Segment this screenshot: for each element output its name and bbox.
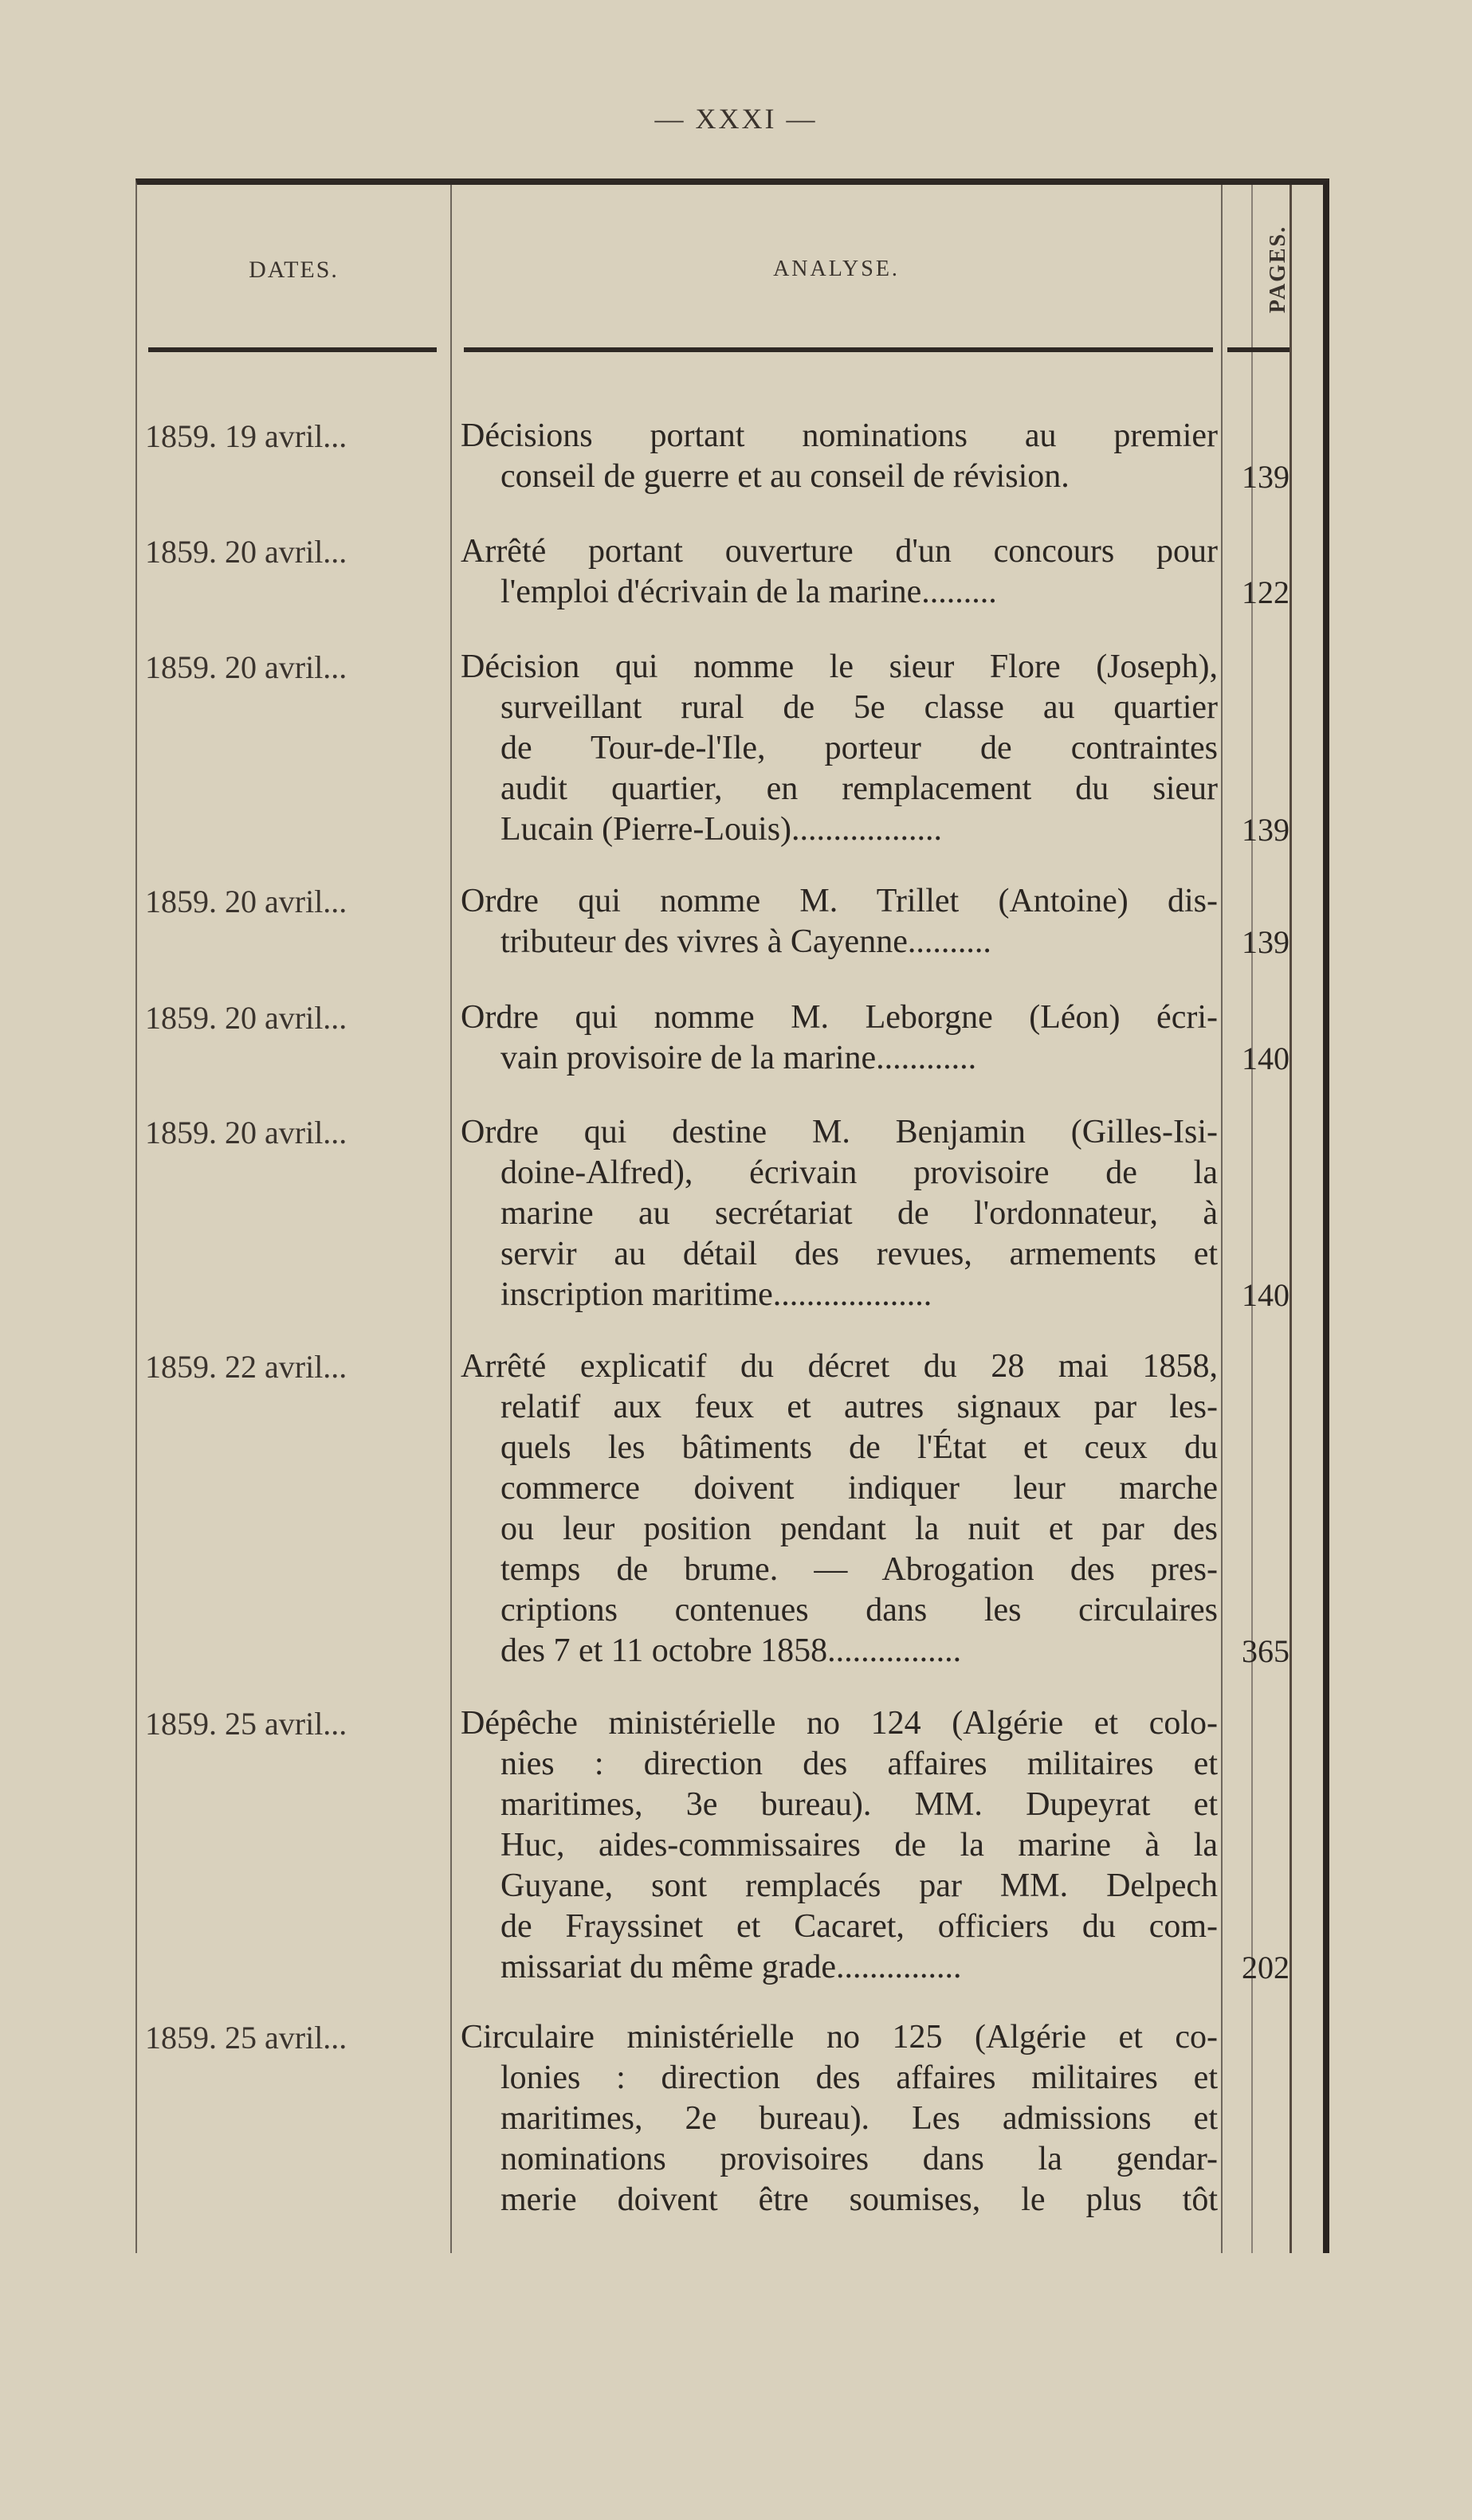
analysis-line: nies : direction des affaires militaires et — [500, 1746, 1218, 1782]
column-divider-pages — [1289, 185, 1292, 2253]
entry-date: 1859. 19 avril... — [145, 418, 347, 454]
index-table — [135, 178, 1329, 2253]
column-header-pages-label: PAGES. — [1266, 225, 1290, 314]
entry-page: 139 — [1242, 812, 1289, 848]
entry-analysis — [461, 997, 1218, 1079]
analysis-line: lonies : direction des affaires militaires et — [500, 2060, 1218, 2096]
analysis-line: Guyane, sont remplacés par MM. Delpech — [500, 1867, 1218, 1904]
entry-page: 139 — [1242, 924, 1289, 960]
analysis-line: Arrêté explicatif du décret du 28 mai 1858, — [461, 1348, 1218, 1385]
page-header: — XXXI — — [654, 103, 818, 135]
analysis-line: Circulaire ministérielle no 125 (Algérie et co- — [461, 2019, 1218, 2056]
header-rule-pages — [1227, 347, 1289, 352]
entry-date: 1859. 20 avril... — [145, 1000, 347, 1036]
entry-page: 122 — [1242, 574, 1289, 610]
analysis-line: l'emploi d'écrivain de la marine......... — [500, 574, 997, 610]
analysis-line: marine au secrétariat de l'ordonnateur, à — [500, 1195, 1218, 1232]
entry-page: 202 — [1242, 1950, 1289, 1985]
entry-page: 365 — [1242, 1633, 1289, 1669]
analysis-line: missariat du même grade............... — [500, 1949, 962, 1985]
entry-analysis — [461, 881, 1218, 962]
entry-page: 139 — [1242, 459, 1289, 495]
analysis-line: surveillant rural de 5e classe au quartier — [500, 689, 1218, 726]
column-divider-analyse — [1221, 185, 1223, 2253]
entry-date: 1859. 25 avril... — [145, 1706, 347, 1742]
analysis-line: de Frayssinet et Cacaret, officiers du com- — [500, 1908, 1218, 1945]
analysis-line: maritimes, 3e bureau). MM. Dupeyrat et — [500, 1786, 1218, 1823]
entry-analysis — [461, 1112, 1218, 1315]
entry-analysis — [461, 647, 1218, 850]
analysis-line: conseil de guerre et au conseil de révision. — [500, 458, 1070, 495]
entry-analysis — [461, 1346, 1218, 1672]
analysis-line: relatif aux feux et autres signaux par les- — [500, 1389, 1218, 1425]
entry-date: 1859. 22 avril... — [145, 1349, 347, 1385]
header-rule-analyse — [464, 347, 1213, 352]
entry-date: 1859. 20 avril... — [145, 649, 347, 685]
analysis-line: audit quartier, en remplacement du sieur — [500, 770, 1218, 807]
analysis-line: Lucain (Pierre-Louis).................. — [500, 811, 943, 848]
entry-page: 140 — [1242, 1277, 1289, 1313]
entry-date: 1859. 20 avril... — [145, 534, 347, 570]
analysis-line: Ordre qui nomme M. Trillet (Antoine) dis- — [461, 883, 1218, 919]
analysis-line: des 7 et 11 octobre 1858................ — [500, 1632, 962, 1669]
analysis-line: Décision qui nomme le sieur Flore (Joseph), — [461, 649, 1218, 685]
analysis-line: tributeur des vivres à Cayenne.......... — [500, 923, 991, 960]
entry-analysis — [461, 1703, 1218, 1988]
analysis-line: de Tour-de-l'Ile, porteur de contraintes — [500, 730, 1218, 766]
entry-date: 1859. 25 avril... — [145, 2020, 347, 2056]
analysis-line: commerce doivent indiquer leur marche — [500, 1470, 1218, 1507]
column-header-pages — [1215, 217, 1342, 322]
column-header-analyse: ANALYSE. — [773, 257, 900, 281]
analysis-line: vain provisoire de la marine............ — [500, 1040, 977, 1076]
entry-date: 1859. 20 avril... — [145, 884, 347, 919]
analysis-line: criptions contenues dans les circulaires — [500, 1592, 1218, 1628]
analysis-line: nominations provisoires dans la gendar- — [500, 2141, 1218, 2177]
entry-analysis — [461, 416, 1218, 497]
column-header-dates: DATES. — [249, 257, 339, 283]
entry-date: 1859. 20 avril... — [145, 1115, 347, 1150]
analysis-line: Décisions portant nominations au premier — [461, 417, 1218, 454]
analysis-line: merie doivent être soumises, le plus tôt — [500, 2181, 1218, 2218]
analysis-line: inscription maritime................... — [500, 1276, 932, 1313]
column-divider-dates — [450, 185, 452, 2253]
header-rule-dates — [148, 347, 437, 352]
entry-analysis — [461, 2017, 1218, 2220]
analysis-line: quels les bâtiments de l'État et ceux du — [500, 1429, 1218, 1466]
analysis-line: Arrêté portant ouverture d'un concours pour — [461, 533, 1218, 570]
analysis-line: Ordre qui nomme M. Leborgne (Léon) écri- — [461, 999, 1218, 1036]
analysis-line: Dépêche ministérielle no 124 (Algérie et colo- — [461, 1705, 1218, 1742]
entry-page: 140 — [1242, 1041, 1289, 1076]
analysis-line: Huc, aides-commissaires de la marine à la — [500, 1827, 1218, 1864]
entry-analysis — [461, 531, 1218, 613]
analysis-line: ou leur position pendant la nuit et par des — [500, 1511, 1218, 1547]
analysis-line: doine-Alfred), écrivain provisoire de la — [500, 1154, 1218, 1191]
analysis-line: temps de brume. — Abrogation des pres- — [500, 1551, 1218, 1588]
analysis-line: maritimes, 2e bureau). Les admissions et — [500, 2100, 1218, 2137]
analysis-line: servir au détail des revues, armements et — [500, 1236, 1218, 1272]
analysis-line: Ordre qui destine M. Benjamin (Gilles-Isi- — [461, 1114, 1218, 1150]
